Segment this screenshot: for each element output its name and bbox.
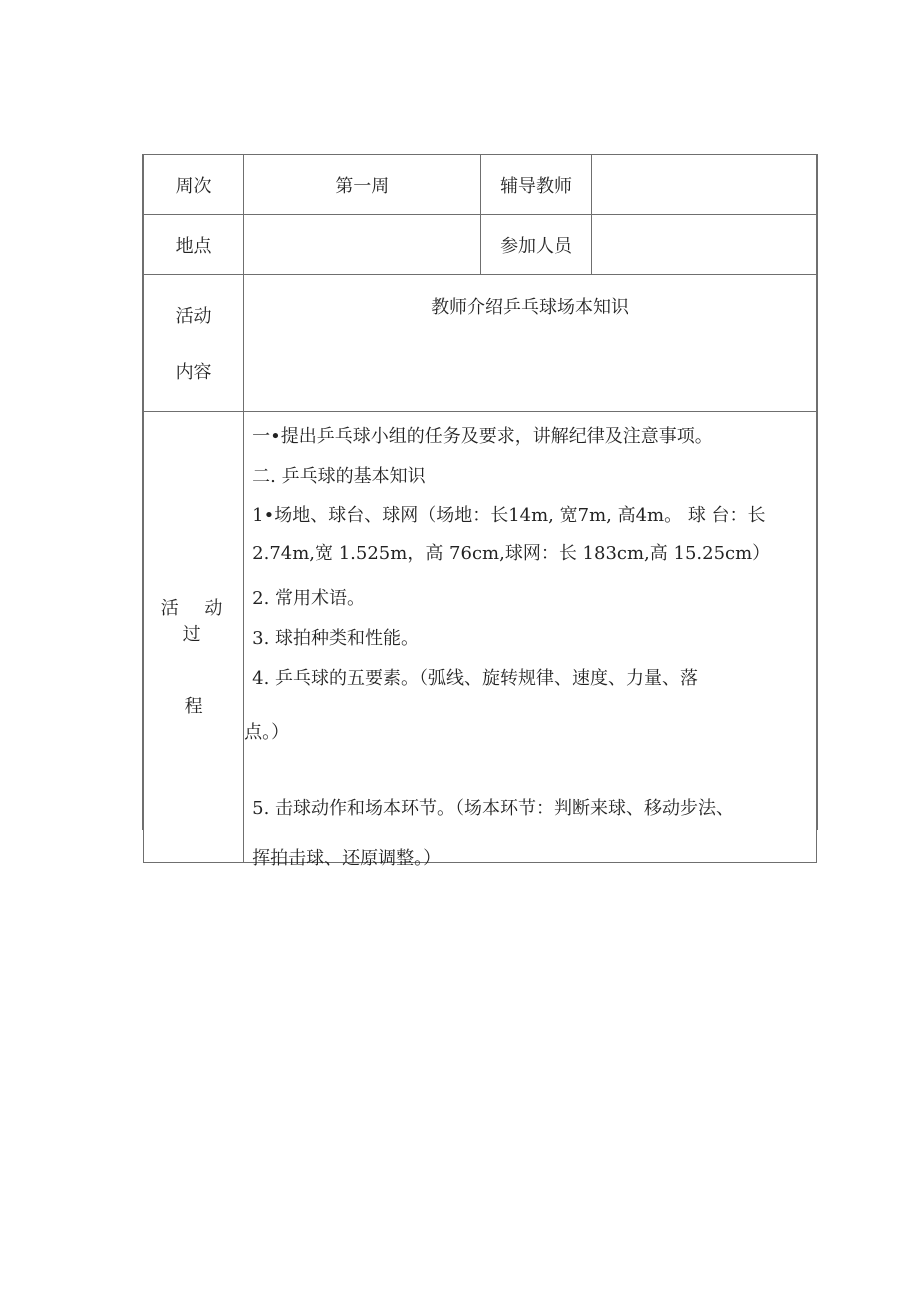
process-label-cell: [144, 412, 244, 863]
process-line: 3. 球拍种类和性能。: [252, 628, 420, 649]
process-line: 2.74m,宽 1.525m，高 76cm,球网：长 183cm,高 15.25cm）: [252, 543, 771, 564]
process-content-cell: [244, 412, 817, 869]
process-label-line2: 程: [184, 696, 203, 717]
process-line: 挥拍击球、还原调整。）: [252, 848, 442, 869]
process-line: 1•场地、球台、球网（场地：长14m, 宽7m, 高4m。 球 台：长: [252, 505, 766, 526]
week-row: [144, 155, 817, 215]
teacher-value: [591, 155, 816, 215]
process-line: 2. 常用术语。: [252, 588, 366, 609]
process-row: [144, 412, 817, 863]
process-line: 二. 乒乓球的基本知识: [252, 466, 426, 487]
content-label-line2: 内容: [175, 362, 212, 383]
content-value: 教师介绍乒乓球场本知识: [244, 275, 817, 412]
process-label-line1: 活 动 过: [160, 598, 233, 645]
process-line: 一•提出乒乓球小组的任务及要求，讲解纪律及注意事项。: [252, 426, 713, 447]
participants-label: 参加人员: [481, 215, 591, 275]
teacher-label: 辅导教师: [481, 155, 591, 215]
activity-plan-sheet: [142, 154, 818, 869]
location-row: [144, 215, 817, 275]
location-label: 地点: [144, 215, 244, 275]
content-row: [144, 275, 817, 412]
process-line: 点。）: [244, 722, 290, 743]
activity-plan-table: [143, 154, 817, 869]
location-value: [244, 215, 481, 275]
week-value: 第一周: [244, 155, 481, 215]
participants-value: [591, 215, 816, 275]
week-label: 周次: [144, 155, 244, 215]
content-label-line1: 活动: [175, 306, 212, 327]
process-line: 5. 击球动作和场本环节。（场本环节：判断来球、移动步法、: [252, 798, 735, 819]
process-line: 4. 乒乓球的五要素。（弧线、旋转规律、速度、力量、落: [252, 668, 699, 689]
content-label-cell: [144, 275, 244, 412]
